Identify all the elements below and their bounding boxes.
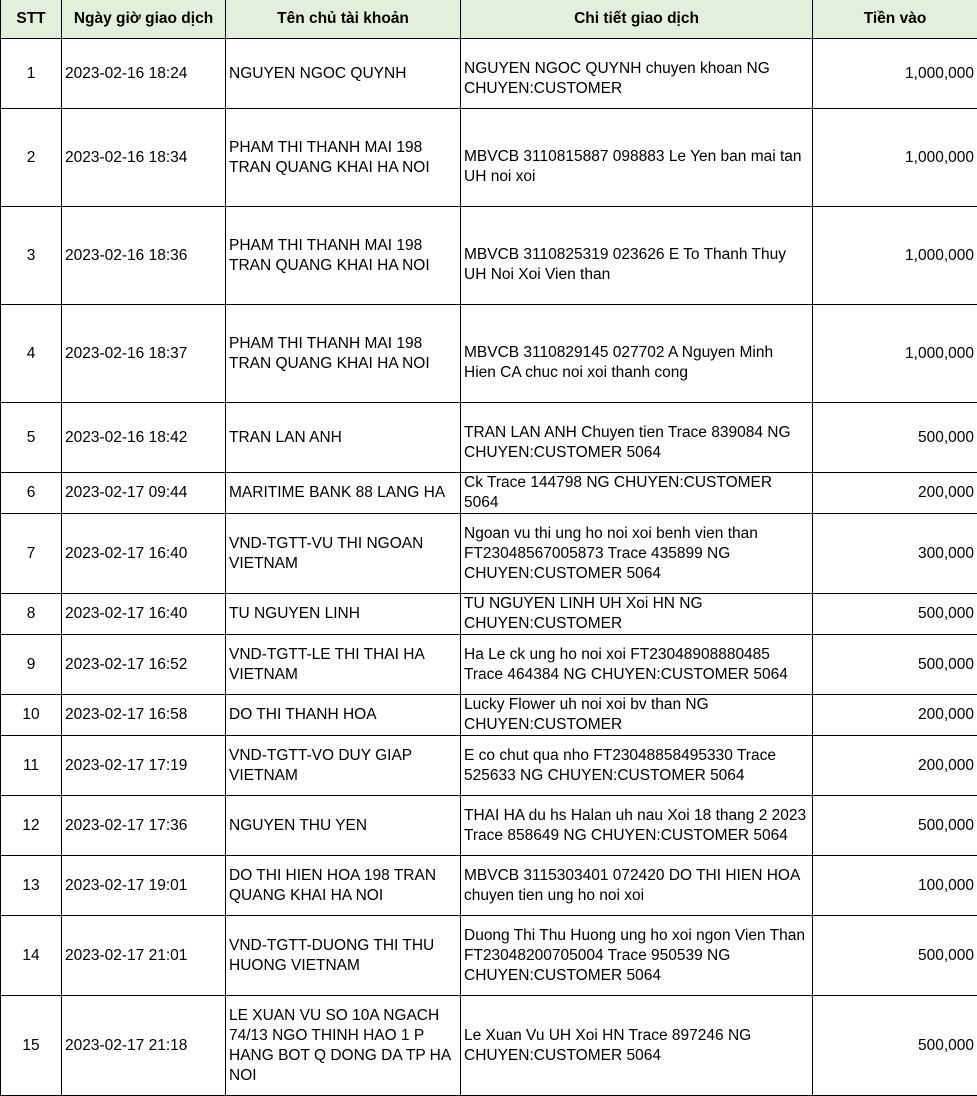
cell-owner: LE XUAN VU SO 10A NGACH 74/13 NGO THINH HAO 1 P HANG BOT Q DONG DA TP HA NOI	[226, 996, 461, 1096]
cell-detail: MBVCB 3110815887 098883 Le Yen ban mai tan UH noi xoi	[461, 109, 813, 207]
cell-stt: 14	[1, 916, 62, 996]
cell-date: 2023-02-17 09:44	[62, 473, 226, 514]
cell-stt: 7	[1, 514, 62, 594]
cell-stt: 5	[1, 403, 62, 473]
cell-owner: MARITIME BANK 88 LANG HA	[226, 473, 461, 514]
cell-date: 2023-02-16 18:36	[62, 207, 226, 305]
cell-owner: VND-TGTT-LE THI THAI HA VIETNAM	[226, 635, 461, 695]
table-row	[1, 635, 977, 695]
cell-detail: MBVCB 3110825319 023626 E To Thanh Thuy UH Noi Xoi Vien than	[461, 207, 813, 305]
cell-date: 2023-02-17 17:19	[62, 736, 226, 796]
table-row	[1, 796, 977, 856]
header-row	[1, 0, 977, 39]
cell-date: 2023-02-17 19:01	[62, 856, 226, 916]
cell-amount: 200,000	[813, 736, 977, 796]
cell-amount: 500,000	[813, 916, 977, 996]
header-amount: Tiền vào	[813, 0, 977, 39]
cell-stt: 1	[1, 39, 62, 109]
cell-detail: E co chut qua nho FT23048858495330 Trace 525633 NG CHUYEN:CUSTOMER 5064	[461, 736, 813, 796]
cell-stt: 6	[1, 473, 62, 514]
cell-amount: 100,000	[813, 856, 977, 916]
table-row	[1, 695, 977, 736]
cell-owner: PHAM THI THANH MAI 198 TRAN QUANG KHAI HA NOI	[226, 207, 461, 305]
cell-detail: MBVCB 3110829145 027702 A Nguyen Minh Hien CA chuc noi xoi thanh cong	[461, 305, 813, 403]
cell-date: 2023-02-16 18:24	[62, 39, 226, 109]
cell-date: 2023-02-17 16:40	[62, 514, 226, 594]
table-row	[1, 403, 977, 473]
cell-detail: MBVCB 3115303401 072420 DO THI HIEN HOA chuyen tien ung ho noi xoi	[461, 856, 813, 916]
cell-detail: NGUYEN NGOC QUYNH chuyen khoan NG CHUYEN:CUSTOMER	[461, 39, 813, 109]
cell-owner: TRAN LAN ANH	[226, 403, 461, 473]
cell-stt: 12	[1, 796, 62, 856]
cell-date: 2023-02-17 16:52	[62, 635, 226, 695]
cell-owner: PHAM THI THANH MAI 198 TRAN QUANG KHAI HA NOI	[226, 305, 461, 403]
table-row	[1, 856, 977, 916]
cell-date: 2023-02-17 17:36	[62, 796, 226, 856]
header-detail: Chi tiết giao dịch	[461, 0, 813, 39]
cell-owner: DO THI THANH HOA	[226, 695, 461, 736]
table-row	[1, 594, 977, 635]
cell-amount: 200,000	[813, 695, 977, 736]
cell-owner: TU NGUYEN LINH	[226, 594, 461, 635]
header-date: Ngày giờ giao dịch	[62, 0, 226, 39]
table-row	[1, 736, 977, 796]
cell-date: 2023-02-17 16:40	[62, 594, 226, 635]
table-row	[1, 996, 977, 1096]
cell-stt: 3	[1, 207, 62, 305]
cell-detail: Le Xuan Vu UH Xoi HN Trace 897246 NG CHUYEN:CUSTOMER 5064	[461, 996, 813, 1096]
cell-date: 2023-02-16 18:34	[62, 109, 226, 207]
cell-owner: VND-TGTT-VO DUY GIAP VIETNAM	[226, 736, 461, 796]
table-row	[1, 916, 977, 996]
table-row	[1, 207, 977, 305]
cell-detail: TRAN LAN ANH Chuyen tien Trace 839084 NG CHUYEN:CUSTOMER 5064	[461, 403, 813, 473]
cell-owner: VND-TGTT-VU THI NGOAN VIETNAM	[226, 514, 461, 594]
header-owner: Tên chủ tài khoản	[226, 0, 461, 39]
cell-amount: 500,000	[813, 594, 977, 635]
cell-amount: 1,000,000	[813, 305, 977, 403]
cell-stt: 10	[1, 695, 62, 736]
cell-detail: Lucky Flower uh noi xoi bv than NG CHUYEN:CUSTOMER	[461, 695, 813, 736]
cell-amount: 1,000,000	[813, 109, 977, 207]
cell-amount: 500,000	[813, 403, 977, 473]
cell-owner: NGUYEN THU YEN	[226, 796, 461, 856]
cell-amount: 200,000	[813, 473, 977, 514]
cell-detail: Ngoan vu thi ung ho noi xoi benh vien than FT23048567005873 Trace 435899 NG CHUYEN:CUSTOMER 5064	[461, 514, 813, 594]
cell-stt: 13	[1, 856, 62, 916]
cell-date: 2023-02-17 21:18	[62, 996, 226, 1096]
cell-date: 2023-02-16 18:42	[62, 403, 226, 473]
table-row	[1, 305, 977, 403]
cell-stt: 9	[1, 635, 62, 695]
cell-amount: 1,000,000	[813, 39, 977, 109]
cell-stt: 8	[1, 594, 62, 635]
cell-amount: 500,000	[813, 635, 977, 695]
cell-amount: 1,000,000	[813, 207, 977, 305]
cell-detail: Ha Le ck ung ho noi xoi FT23048908880485 Trace 464384 NG CHUYEN:CUSTOMER 5064	[461, 635, 813, 695]
cell-detail: Duong Thi Thu Huong ung ho xoi ngon Vien Than FT23048200705004 Trace 950539 NG CHUYEN:CUSTOMER 5064	[461, 916, 813, 996]
table-row	[1, 39, 977, 109]
cell-date: 2023-02-17 21:01	[62, 916, 226, 996]
cell-detail: Ck Trace 144798 NG CHUYEN:CUSTOMER 5064	[461, 473, 813, 514]
cell-owner: VND-TGTT-DUONG THI THU HUONG VIETNAM	[226, 916, 461, 996]
cell-date: 2023-02-16 18:37	[62, 305, 226, 403]
cell-stt: 2	[1, 109, 62, 207]
cell-owner: NGUYEN NGOC QUYNH	[226, 39, 461, 109]
cell-owner: PHAM THI THANH MAI 198 TRAN QUANG KHAI HA NOI	[226, 109, 461, 207]
cell-detail: TU NGUYEN LINH UH Xoi HN NG CHUYEN:CUSTOMER	[461, 594, 813, 635]
cell-stt: 4	[1, 305, 62, 403]
table-row	[1, 473, 977, 514]
cell-amount: 500,000	[813, 796, 977, 856]
table-row	[1, 514, 977, 594]
header-stt: STT	[1, 0, 62, 39]
table-row	[1, 109, 977, 207]
cell-date: 2023-02-17 16:58	[62, 695, 226, 736]
cell-stt: 15	[1, 996, 62, 1096]
cell-detail: THAI HA du hs Halan uh nau Xoi 18 thang 2 2023 Trace 858649 NG CHUYEN:CUSTOMER 5064	[461, 796, 813, 856]
cell-amount: 500,000	[813, 996, 977, 1096]
cell-amount: 300,000	[813, 514, 977, 594]
cell-stt: 11	[1, 736, 62, 796]
cell-owner: DO THI HIEN HOA 198 TRAN QUANG KHAI HA NOI	[226, 856, 461, 916]
